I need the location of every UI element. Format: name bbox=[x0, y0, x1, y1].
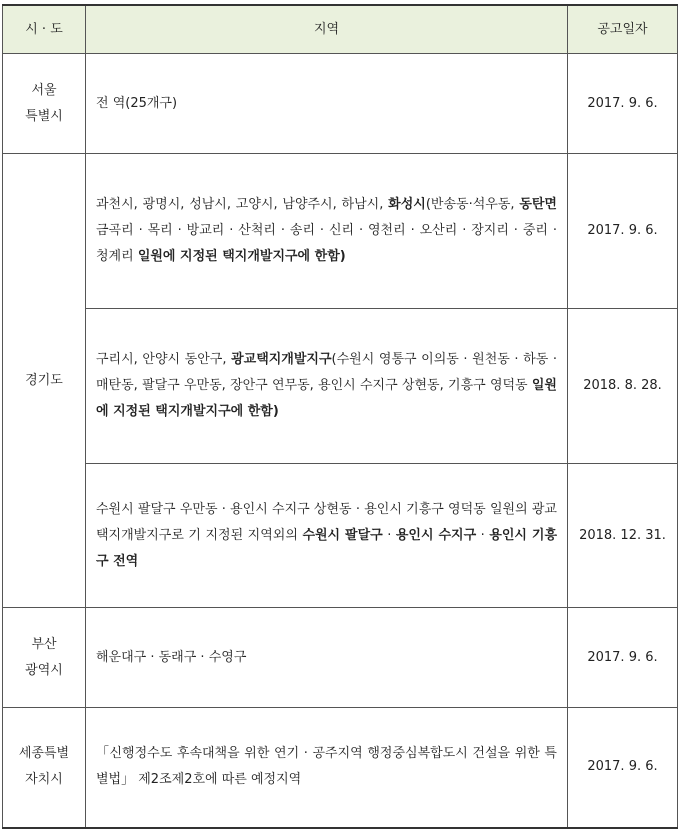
date-cell: 2017. 9. 6. bbox=[568, 708, 678, 828]
area-cell bbox=[86, 54, 568, 154]
area-text-bold: 동탄면 bbox=[519, 197, 557, 212]
header-date: 공고일자 bbox=[568, 5, 678, 54]
area-cell bbox=[86, 309, 568, 464]
area-text: 전 역(25개구) bbox=[96, 95, 178, 111]
area-text: 「신행정수도 후속대책을 위한 연기 · 공주지역 행정중심복합도시 건설을 위한 특별법」 제2조제2호에 따른 예정지역 bbox=[96, 746, 557, 788]
table-row bbox=[3, 708, 678, 828]
sido-label: 광역시 bbox=[25, 662, 63, 678]
area-text: 해운대구 · 동래구 · 수영구 bbox=[96, 649, 247, 665]
area-text: (반송동·석우동, bbox=[425, 197, 520, 212]
sido-label: 특별시 bbox=[25, 108, 63, 124]
sido-label: 부산 bbox=[31, 636, 57, 652]
table-row bbox=[3, 464, 678, 608]
sido-cell bbox=[3, 608, 86, 708]
area-text-bold: 용인시 수지구 bbox=[395, 527, 477, 543]
header-row bbox=[3, 5, 678, 54]
table-row bbox=[3, 54, 678, 154]
area-text: 과천시, 광명시, 성남시, 고양시, 남양주시, 하남시, bbox=[96, 197, 389, 212]
area-text: 구리시, 안양시 동안구, bbox=[96, 352, 232, 367]
sido-cell bbox=[3, 54, 86, 154]
area-text: 금곡리 · 목리 · 방교리 · 산척리 · 송리 · 신리 · 영천리 · 오산리 · 장지리 · 중리 · 청계리 bbox=[96, 223, 557, 264]
date-cell: 2017. 9. 6. bbox=[568, 608, 678, 708]
area-text-bold: 일원에 지정된 택지개발지구에 한함) bbox=[137, 249, 346, 264]
header-area: 지역 bbox=[86, 5, 568, 54]
area-text: · bbox=[476, 527, 490, 543]
table-row bbox=[3, 309, 678, 464]
date-cell: 2018. 8. 28. bbox=[568, 309, 678, 464]
area-cell bbox=[86, 154, 568, 309]
sido-cell bbox=[3, 708, 86, 828]
sido-cell bbox=[3, 154, 86, 608]
date-cell: 2018. 12. 31. bbox=[568, 464, 678, 608]
date-cell: 2017. 9. 6. bbox=[568, 54, 678, 154]
area-text: · bbox=[382, 527, 396, 543]
area-text-bold: 광교택지개발지구 bbox=[231, 352, 332, 367]
area-text-bold: 화성시 bbox=[388, 197, 426, 212]
area-cell bbox=[86, 608, 568, 708]
area-text-bold: 일원에 지정된 택지개발지구에 한함) bbox=[96, 378, 557, 419]
table-row bbox=[3, 154, 678, 309]
sido-label: 경기도 bbox=[25, 372, 63, 388]
sido-label: 세종특별 bbox=[18, 746, 70, 762]
table-row bbox=[3, 608, 678, 708]
sido-label: 자치시 bbox=[25, 772, 63, 788]
area-text: (수원시 영통구 이의동 · 원천동 · 하동 · 매탄동, 팔달구 우만동, 장안구 연무동, 용인시 수지구 상현동, 기흥구 영덕동 bbox=[96, 352, 557, 393]
area-text-bold: 수원시 팔달구 bbox=[302, 527, 383, 543]
header-sido: 시 · 도 bbox=[3, 5, 86, 54]
region-table bbox=[2, 4, 678, 829]
date-cell: 2017. 9. 6. bbox=[568, 154, 678, 309]
area-cell bbox=[86, 708, 568, 828]
sido-label: 서울 bbox=[31, 82, 57, 98]
area-text-bold: 용인시 기흥구 전역 bbox=[96, 527, 558, 569]
area-cell bbox=[86, 464, 568, 608]
area-text: 수원시 팔달구 우만동 · 용인시 수지구 상현동 · 용인시 기흥구 영덕동 일원의 광교택지개발지구로 기 지정된 지역외의 bbox=[96, 501, 557, 543]
